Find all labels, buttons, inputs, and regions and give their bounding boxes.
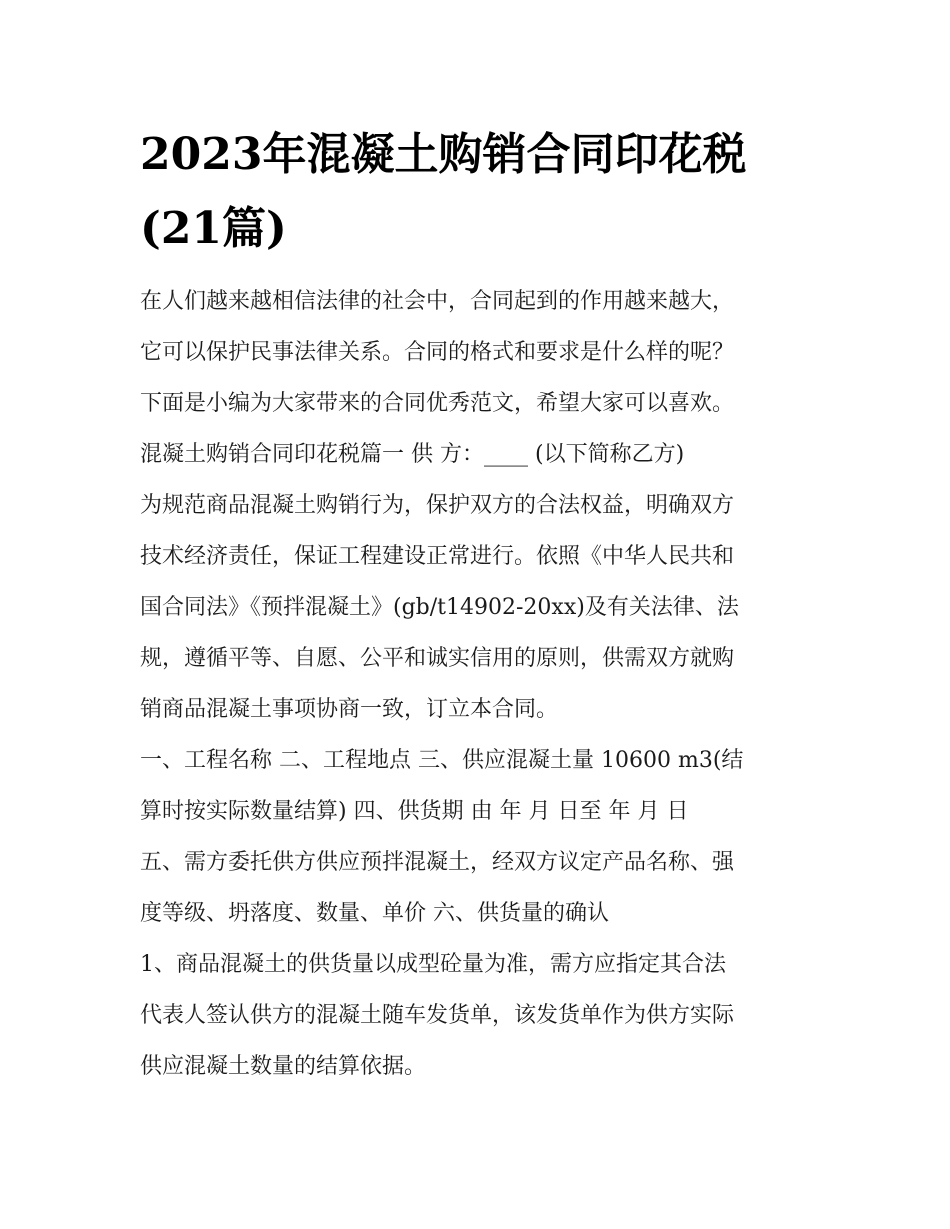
body-line: 下面是小编为大家带来的合同优秀范文，希望大家可以喜欢。 [140, 391, 735, 416]
body-line: 算时按实际数量结算) 四、供货期 由 年 月 日至 年 月 日 [140, 799, 689, 824]
document-body [140, 276, 830, 1092]
body-line: 规，遵循平等、自愿、公平和诚实信用的原则，供需双方就购 [140, 646, 735, 671]
body-line: 1、商品混凝土的供货量以成型砼量为准，需方应指定其合法 [140, 952, 726, 977]
body-line: 国合同法》《预拌混凝土》(gb/t14902-20xx)及有关法律、法 [140, 595, 739, 620]
document-title [140, 118, 830, 266]
title-line-1: 2023年混凝土购销合同印花税 [140, 129, 747, 180]
body-line: 代表人签认供方的混凝土随车发货单，该发货单作为供方实际 [140, 1003, 735, 1028]
body-line: 混凝土购销合同印花税篇一 供 方：____ (以下简称乙方) [140, 442, 685, 467]
body-line: 一、工程名称 二、工程地点 三、供应混凝土量 10600 m3(结 [140, 748, 744, 773]
body-line: 它可以保护民事法律关系。合同的格式和要求是什么样的呢？ [140, 340, 735, 365]
body-line: 五、需方委托供方供应预拌混凝土，经双方议定产品名称、强 [140, 850, 735, 875]
body-line: 在人们越来越相信法律的社会中，合同起到的作用越来越大， [140, 289, 735, 314]
title-line-2: (21篇) [140, 203, 287, 254]
body-line: 为规范商品混凝土购销行为，保护双方的合法权益，明确双方 [140, 493, 735, 518]
body-line: 供应混凝土数量的结算依据。 [140, 1054, 427, 1079]
body-line: 度等级、坍落度、数量、单价 六、供货量的确认 [140, 901, 609, 926]
body-line: 技术经济责任，保证工程建设正常进行。依照《中华人民共和 [140, 544, 735, 569]
body-line: 销商品混凝土事项协商一致，订立本合同。 [140, 697, 559, 722]
